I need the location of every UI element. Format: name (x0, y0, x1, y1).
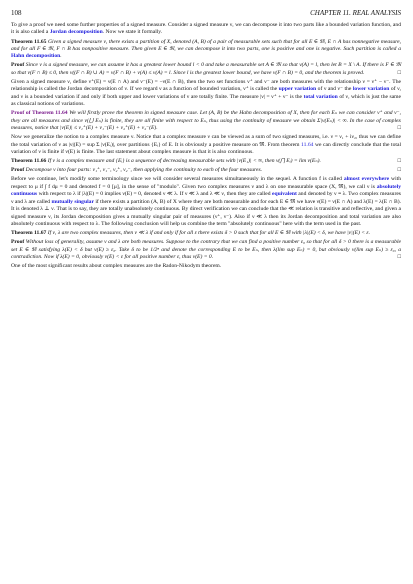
proof-11-65 (11, 62, 401, 77)
text: . Now we state it formally. (102, 29, 163, 36)
text: of ν, and ν is a bounded variation if and only if both upper and lower variations of ν are totally finite. The measure |ν| = ν⁺ + ν⁻ is the (11, 86, 402, 100)
text: Given a signed measure ν, define ν⁺(E) = ν(E ∩ A) and ν⁻(E) = −ν(E ∩ B), then the two set functions ν⁺ and ν⁻ are both measures with the relationship ν = ν⁺ − ν⁻. The relationship is called the Jordan decomposition of ν. If we regard ν as a function of bounded variation, ν⁺ is called the (11, 78, 401, 93)
ref-theorem-11-64[interactable]: 11.64 (301, 141, 314, 148)
proof-text: Since ν is a signed measure, we can assume it has a greatest lower bound l < 0 and take a measurable set A ∈ 𝔐 so that ν(A) = l, then let B = X \ A. If there is F ∈ 𝔐 so that ν(F ∩ B) ≤ 0, then ν((F ∩ B) ∪ A) = ν(F ∩ B) + ν(A) ≤ ν(A) = l. Since l is the greatest lower bound, we have ν(F ∩ B) = 0, and the theorem is proved. (11, 62, 401, 76)
link-hahn-decomposition[interactable]: Hahn decomposition (11, 53, 61, 60)
proof-11-66 (11, 167, 401, 174)
proof-label: Proof (11, 239, 25, 246)
paragraph-jordan-intro (11, 22, 401, 37)
theorem-11-65 (11, 39, 401, 61)
text: with respect to μ if ∫ f dμ = 0 and denoted f = 0 [μ], in the sense of "modulo". Given two complex measures ν and λ on one measurable space (X, 𝔐), we call ν is (11, 176, 402, 190)
page (11, 9, 401, 272)
link-jordan-decomposition[interactable]: Jordan decomposition (49, 29, 103, 36)
text: of ν and ν⁻ the (316, 86, 353, 93)
proof-label: Proof (11, 62, 25, 69)
theorem-label: Theorem 11.67 (11, 230, 47, 237)
page-number: 108 (11, 9, 22, 17)
link-total-variation[interactable]: total variation (303, 93, 338, 100)
text: Before we continue, let's modify some terminology since we will consider several measures simultaneously in the sequel. A function f is called (11, 176, 344, 183)
qed-symbol: □ (397, 254, 401, 261)
theorem-label: Theorem 11.66 (11, 158, 47, 165)
text: . (60, 53, 62, 60)
qed-symbol: □ (397, 69, 401, 76)
paragraph-terminology (11, 176, 401, 228)
proof-of-theorem-11-64 (11, 110, 401, 132)
proof-11-67 (11, 239, 401, 261)
theorem-11-67 (11, 230, 401, 237)
text: Now we generalize the notion to a complex measure ν. Notice that a complex measure ν can be viewed as a sum of two signed measures, i.e. ν = ν₁ + iν₂, thus we can define the total variation of ν as |ν|(E) = sup Σ |ν(Eᵢ)|, over partitions {Eᵢ} of E. It is obviously a positive measure on 𝔐. From theorem (11, 134, 401, 148)
link-equivalent[interactable]: equivalent (271, 191, 297, 198)
theorem-text: If ν, λ are two complex measures, then ν ≪ λ if and only if for all ε there exists δ > 0 such that for all E ∈ 𝔐 with |λ|(E) < δ, we have |ν|(E) < ε. (46, 230, 371, 237)
text: To give a proof we need some further properties of a signed measure. Consider a signed measure ν, we can decompose it into two parts like a bounded variation function, and it is also called a (11, 22, 401, 36)
proof-text: We will firstly prove the theorem in signed measure case. Let (A, B) be the Hahn decomposition of X, then for each Eₙ we can consider ν⁺ and ν⁻, they are all measures and since ν(⋃ Eₙ) is finite, they are all finite with respect to Eₙ, thus using the continuity of measure we obtain Σ|ν(Eₙ)| < ∞. In the case of complex measures, notice that |ν(E)| ≤ ν₁⁺(E) + ν₁⁻(E) + ν₂⁺(E) + ν₂⁻(E). (11, 110, 401, 132)
link-upper-variation[interactable]: upper variation (278, 86, 317, 93)
link-absolutely-continuous[interactable]: absolutely continuous (11, 183, 401, 198)
paragraph-radon-nikodym (11, 263, 401, 270)
text: we can directly conclude that the total variation of ν is finite if ν(E) is finite. The last statement about complex measure is that it is also continuous. (11, 141, 402, 156)
text: of ν, which is just the same as classical notions of variations. (11, 93, 402, 108)
proof-text: Decompose ν into four parts: ν₁⁺, ν₁⁻, ν₂⁺, ν₂⁻, then applying the continuity to each of the four measures. (24, 167, 263, 174)
theorem-11-66 (11, 158, 401, 165)
link-almost-everywhere[interactable]: almost everywhere (343, 176, 390, 183)
proof-label-link[interactable]: Proof of Theorem 11.64 (11, 110, 68, 117)
text: One of the most significant results about complex measures are the Radon-Nikodym theorem. (11, 263, 222, 270)
theorem-text: If ν is a complex measure and {Eᵢ} is a sequence of decreasing measurable sets with |ν(E₁)| < ∞, then ν(⋂ Eᵢ) = lim ν(Eₙ). (46, 158, 321, 165)
running-header (11, 9, 401, 18)
proof-text: Without loss of generality, assume ν and λ are both measures. Suppose to the contrary that we can find a positive number ε₀ so that for all δ > 0 there is a measurable set E ∈ 𝔐 satisfying λ(E) < δ but ν(E) ≥ ε₀. Take δ to be 1/2ⁿ and denote the corresponding E to be Eₙ, then λ(lim sup Eₙ) = 0, but obviously ν(lim sup Eₙ) ≥ ε₀, a contradiction. Now if λ(E) = 0, obviously ν(E) < ε for all positive number ε, thus ν(E) = 0. (11, 239, 401, 261)
qed-symbol: □ (397, 125, 401, 132)
paragraph-variations (11, 79, 401, 109)
text: with respect to λ if |λ|(E) = 0 implies ν(E) = 0, denoted ν ≪ λ. If ν ≪ λ and λ ≪ ν, then they are called (37, 191, 272, 198)
qed-symbol: □ (397, 158, 401, 165)
text: if there exists a partition (A, B) of X where they are both measurable and for each E ∈ 𝔐 we have ν(E) = ν(E ∩ A) and λ(E) = λ(E ∩ B). It is denoted λ ⊥ ν. That is to say, they are totally unabsolutely continuous. By direct verification we can conclude that the ≪ relation is transitive and reflective, and given a signed measure ν, its Jordan decomposition gives a mutually singular pair of measures (ν⁺, ν⁻). Also if ν ≪ λ then its Jordan decomposition and total variation are also absolutely continuous with respect to λ. The following conclusion will help us combine the term "absolutely continuous" here with the term used in the past. (11, 198, 401, 228)
theorem-label: Theorem 11.65 (11, 38, 47, 45)
link-lower-variation[interactable]: lower variation (352, 86, 390, 93)
theorem-text: Given a signed measure ν, there exists a partition of X, denoted (A, B) of a pair of measurable sets such that for all E ∈ 𝔐, E ∩ A has nonnegative measure, and for all F ∈ 𝔐, F ∩ B has nonpositive measure. Then given E ∈ 𝔐, we can decompose it into two parts, one is positive and one is negative. Such partition is called a (11, 38, 402, 52)
text: and denoted by ν ≡ λ. Two complex measures ν and λ are called (11, 191, 401, 205)
chapter-title: CHAPTER 11. REAL ANALYSIS (310, 9, 401, 17)
paragraph-complex-variation (11, 134, 401, 156)
proof-label: Proof (11, 167, 25, 174)
qed-symbol: □ (397, 167, 401, 174)
link-mutually-singular[interactable]: mutually singular (51, 198, 94, 205)
